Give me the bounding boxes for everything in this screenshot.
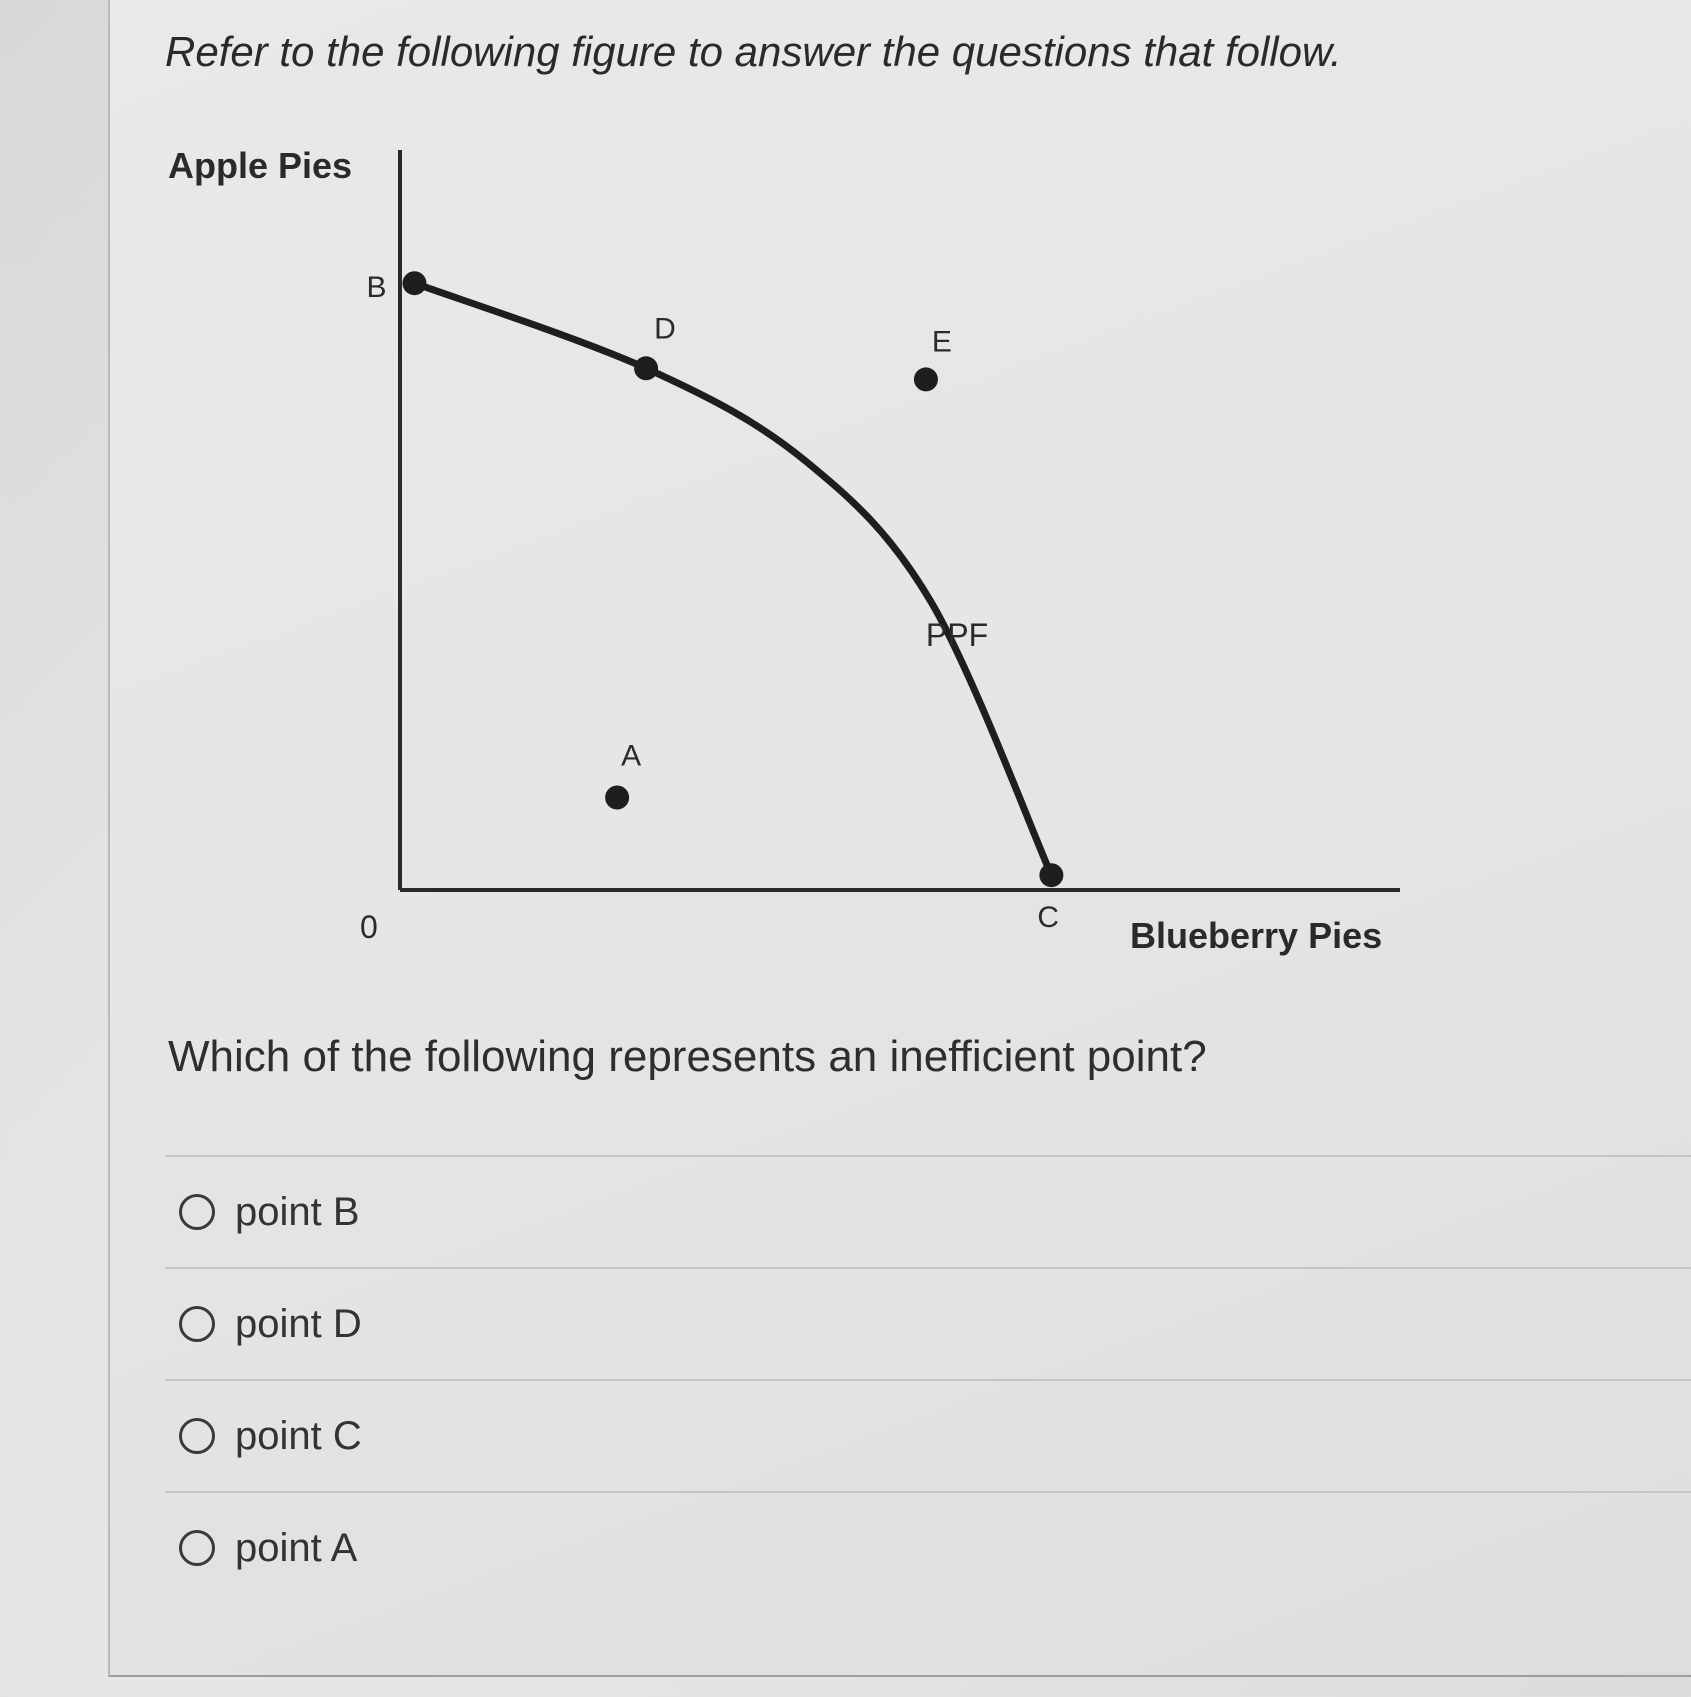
option-point-d[interactable] — [165, 1267, 1691, 1379]
point-b-marker — [402, 271, 426, 295]
x-axis-label: Blueberry Pies — [1130, 915, 1383, 956]
option-point-a[interactable] — [165, 1491, 1691, 1603]
point-d-label: D — [654, 312, 676, 346]
point-e-label: E — [931, 325, 952, 359]
option-label: point A — [235, 1525, 358, 1570]
ppf-chart — [140, 130, 1400, 970]
point-layer — [366, 271, 1063, 934]
point-e-marker — [914, 367, 938, 391]
radio-button-icon[interactable] — [179, 1418, 215, 1454]
y-axis-label: Apple Pies — [168, 145, 353, 186]
option-label: point B — [235, 1189, 360, 1234]
radio-button-icon[interactable] — [179, 1530, 215, 1566]
option-point-b[interactable] — [165, 1155, 1691, 1267]
question-text: Which of the following represents an inefficient point? — [168, 1032, 1207, 1081]
option-point-c[interactable] — [165, 1379, 1691, 1491]
option-label: point C — [235, 1413, 362, 1458]
intro-text: Refer to the following figure to answer the questions that follow. — [165, 28, 1342, 75]
point-d-marker — [634, 356, 658, 380]
point-c-marker — [1039, 863, 1063, 887]
point-a-marker — [605, 786, 629, 810]
point-b-label: B — [366, 271, 387, 305]
point-c-label: C — [1037, 901, 1060, 935]
origin-label: 0 — [360, 909, 378, 945]
answer-options — [165, 1155, 1691, 1603]
option-label: point D — [235, 1301, 362, 1346]
radio-button-icon[interactable] — [179, 1194, 215, 1230]
ppf-chart-svg — [140, 130, 1400, 970]
ppf-curve — [414, 283, 1051, 875]
ppf-curve-label: PPF — [925, 616, 989, 653]
point-a-label: A — [621, 739, 642, 773]
radio-button-icon[interactable] — [179, 1306, 215, 1342]
